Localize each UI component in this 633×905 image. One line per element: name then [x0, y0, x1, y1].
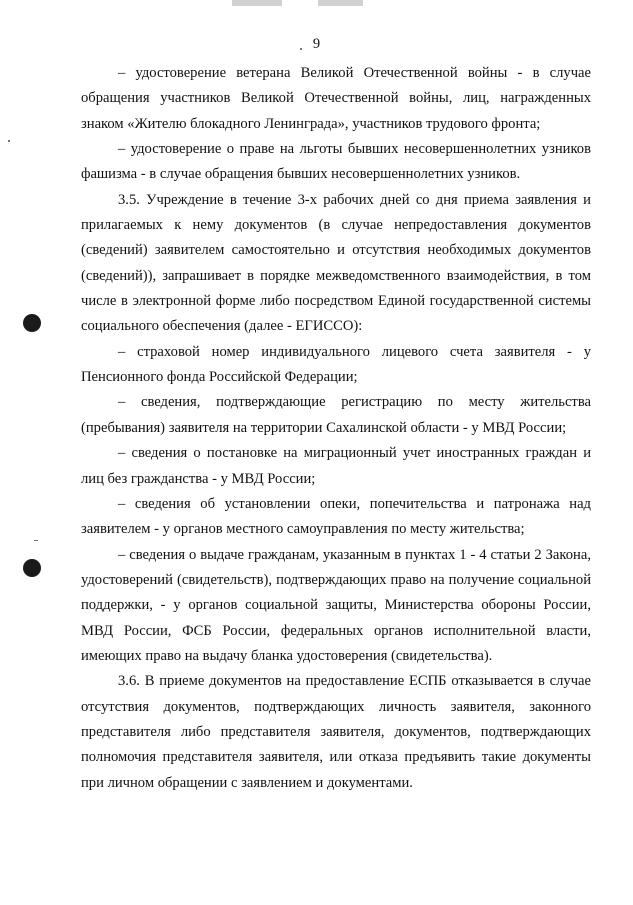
paragraph-certificates: – сведения о выдаче гражданам, указанным в пунктах 1 - 4 статьи 2 Закона, удостоверений (свидетельств), подтверждающих право на получение социальной поддержки, - у органов социальной защиты, Министерства обороны России, МВД России, ФСБ России, федеральных органов исполнительной власти, имеющих право на выдачу бланка удостоверения (свидетельства). [81, 546, 591, 664]
paragraph-migration: – сведения о постановке на миграционный учет иностранных граждан и лиц без гражданства - у МВД России; [81, 445, 591, 487]
punch-hole [23, 314, 41, 332]
scan-speck [8, 140, 10, 142]
paragraph-veteran-certificate: – удостоверение ветерана Великой Отечественной войны - в случае обращения участников Великой Отечественной войны, лиц, награжденных знаком «Жителю блокадного Ленинграда», участников трудового фронта; [81, 65, 591, 132]
paragraph-prisoner-certificate: – удостоверение о праве на льготы бывших несовершеннолетних узников фашизма - в случае обращения бывших несовершеннолетних узников. [81, 141, 591, 183]
paragraph-snils: – страховой номер индивидуального лицевого счета заявителя - у Пенсионного фонда Российской Федерации; [81, 343, 591, 386]
paragraph-3-5: 3.5. Учреждение в течение 3-х рабочих дней со дня приема заявления и прилагаемых к нему документов (в случае непредоставления документов (сведений) заявителем самостоятельно и отсутствия необходимых документов (сведений)), запрашивает в порядке межведомственного взаимодействия, в том числе в электронной форме либо посредством Единой государственной системы социального обеспечения (далее - ЕГИССО): [81, 191, 591, 335]
paragraph-guardianship: – сведения об установлении опеки, попечительства и патронажа над заявителем - у органов местного самоуправления по месту жительства; [81, 495, 591, 538]
scan-speck [34, 540, 38, 541]
scan-artifact [318, 0, 363, 6]
paragraph-registration: – сведения, подтверждающие регистрацию по месту жительства (пребывания) заявителя на территории Сахалинской области - у МВД России; [81, 394, 591, 436]
page-number: 9 [312, 36, 321, 52]
scan-artifact [232, 0, 282, 6]
punch-hole [23, 559, 41, 577]
paragraph-3-6: 3.6. В приеме документов на предоставление ЕСПБ отказывается в случае отсутствия документов, подтверждающих личность заявителя, законного представителя либо представителя заявителя, документов, подтверждающих полномочия представителя заявителя, или отказа предъявить такие документы при личном обращении с заявлением и документами. [81, 673, 591, 791]
document-body [81, 61, 591, 796]
